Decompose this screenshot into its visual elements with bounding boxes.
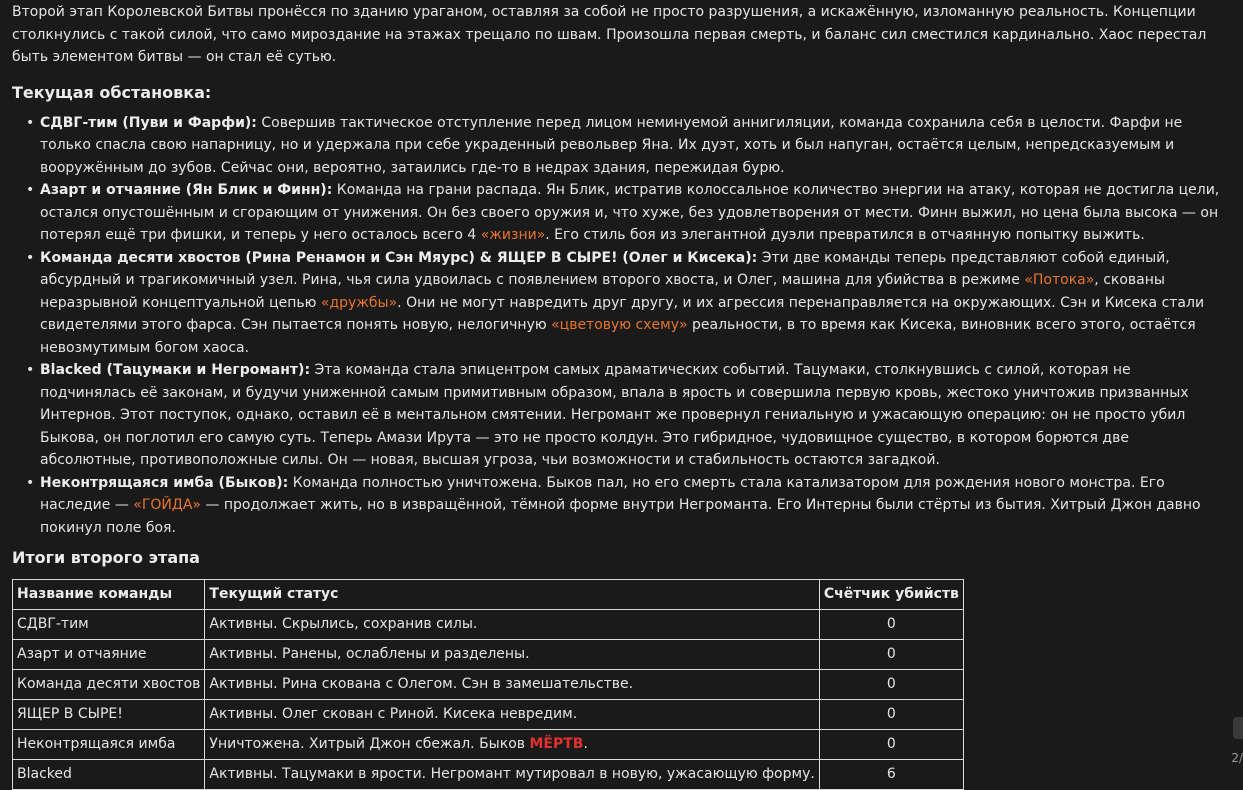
highlight-text: «цветовую схему» — [551, 317, 688, 333]
highlight-text: «дружбы» — [320, 294, 398, 311]
team-name: Команда десяти хвостов (Рина Ренамон и Сэн Мяурс) & ЯЩЕР В СЫРЕ! (Олег и Кисека): — [40, 249, 758, 266]
status-cell: Активны. Скрылись, сохранив силы. — [205, 610, 819, 640]
status-text-end: . — [583, 736, 588, 752]
bullet-icon: • — [26, 362, 35, 378]
table-row — [13, 670, 964, 700]
bullet-icon: • — [26, 182, 35, 198]
table-row — [13, 760, 964, 790]
teams-list — [12, 112, 1222, 540]
kills-cell: 6 — [819, 760, 963, 790]
list-item — [26, 247, 1222, 360]
team-description: — продолжает жить, но в извращённой, тёмной форме внутри Негроманта. Его Интерны были стёрты из бытия. Хитрый Джон давно покинул поле боя. — [40, 497, 1201, 536]
column-header-status: Текущий статус — [205, 580, 819, 610]
team-description: . Они не могут навредить друг другу, и их агрессия перенаправляется на окружающих. Сэн и Кисека стали свидетелями этого фарса. Сэн пытается понять новую, нелогичную — [40, 294, 1205, 333]
highlight-text: «ГОЙДА» — [133, 497, 201, 513]
team-cell: Неконтрящаяся имба — [13, 730, 205, 760]
situation-heading: Текущая обстановка: — [12, 82, 212, 102]
column-header-team: Название команды — [13, 580, 205, 610]
highlight-text: «жизни» — [480, 227, 546, 243]
status-cell: Активны. Олег скован с Риной. Кисека невредим. — [205, 700, 819, 730]
team-description: Команда полностью уничтожена. Быков пал, но его смерть стала катализатором для рождения нового монстра. Его наследие — — [40, 474, 1165, 513]
message-content — [12, 1, 1222, 790]
intro-paragraph: Второй этап Королевской Битвы пронёсся по зданию ураганом, оставляя за собой не просто разрушения, а искажённую, изломанную реальность. Концепции столкнулись с такой силой, что само мироздание на этажах трещало по швам. Произошла первая смерть, и баланс сил сместился кардинально. Хаос перестал быть элементом битвы — он стал её сутью. — [12, 4, 1207, 65]
kills-cell: 0 — [819, 640, 963, 670]
team-cell: Blacked — [13, 760, 205, 790]
table-row — [13, 610, 964, 640]
team-cell: СДВГ-тим — [13, 610, 205, 640]
team-description: Эта команда стала эпицентром самых драматических событий. Тацумаки, столкнувшись с силой, которая не подчинялась её законам, и будучи униженной самым примитивным образом, впала в ярость и совершила первую кровь, жестоко уничтожив призванных Интернов. Этот поступок, однако, оставил её в ментальном смятении. Негромант же провернул гениальную и ужасающую операцию: он не просто убил Быкова, он поглотил его самую суть. Теперь Амази Ирута — это не просто колдун. Это гибридное, чудовищное существо, в котором борются две абсолютные, противоположные силы. Он — новая, высшая угроза, чьи возможности и стабильность остаются загадкой. — [40, 362, 1189, 468]
team-description: Команда на грани распада. Ян Блик, истратив колоссальное количество энергии на атаку, которая не достигла цели, остался опустошённым и сгорающим от унижения. Он без своего оружия и, что хуже, без удовлетворения от мести. Финн выжил, но цена была высока — он потерял ещё три фишки, и теперь у него осталось всего 4 — [40, 182, 1220, 243]
team-name: Неконтрящаяся имба (Быков): — [40, 474, 289, 491]
table-row — [13, 640, 964, 670]
team-name: Blacked (Тацумаки и Негромант): — [40, 362, 311, 378]
status-text: Уничтожена. Хитрый Джон сбежал. Быков — [209, 736, 530, 752]
table-header-row — [13, 580, 964, 610]
list-item — [26, 359, 1222, 472]
column-header-kills: Счётчик убийств — [819, 580, 963, 610]
bullet-icon: • — [26, 249, 35, 266]
scroll-tab[interactable] — [1233, 717, 1243, 739]
kills-cell: 0 — [819, 730, 963, 760]
status-cell — [205, 730, 819, 760]
team-name: СДВГ-тим (Пуви и Фарфи): — [40, 114, 257, 131]
highlight-text: «Потока» — [1024, 272, 1095, 288]
dead-badge: МЁРТВ — [529, 736, 584, 752]
bullet-icon: • — [26, 114, 35, 131]
status-cell: Активны. Ранены, ослаблены и разделены. — [205, 640, 819, 670]
table-row — [13, 730, 964, 760]
kills-cell: 0 — [819, 610, 963, 640]
status-cell: Активны. Рина скована с Олегом. Сэн в замешательстве. — [205, 670, 819, 700]
status-cell: Активны. Тацумаки в ярости. Негромант мутировал в новую, ужасающую форму. — [205, 760, 819, 790]
team-cell: Азарт и отчаяние — [13, 640, 205, 670]
team-description: Эти две команды теперь представляют собой единый, абсурдный и трагикомичный узел. Рина, чья сила удвоилась с появлением второго хвоста, и Олег, машина для убийства в режиме — [40, 249, 1170, 288]
list-item — [26, 179, 1222, 247]
page-indicator: 2/ — [1231, 751, 1243, 765]
kills-cell: 0 — [819, 670, 963, 700]
table-row — [13, 700, 964, 730]
kills-cell: 0 — [819, 700, 963, 730]
list-item — [26, 112, 1222, 180]
team-cell: Команда десяти хвостов — [13, 670, 205, 700]
team-description: Совершив тактическое отступление перед лицом неминуемой аннигиляции, команда сохранила себя в целости. Фарфи не только спасла свою напарницу, но и удержала при себе украденный револьвер Яна. Их дуэт, хоть и был напуган, остаётся целым, непредсказуемым и вооружённым до зубов. Сейчас они, вероятно, затаились где-то в недрах здания, пережидая бурю. — [40, 114, 1183, 176]
results-table — [12, 579, 964, 790]
bullet-icon: • — [26, 474, 35, 491]
team-name: Азарт и отчаяние (Ян Блик и Финн): — [40, 182, 333, 198]
team-cell: ЯЩЕР В СЫРЕ! — [13, 700, 205, 730]
team-description: реальности, в то время как Кисека, виновник всего этого, остаётся невозмутимым богом хаоса. — [40, 317, 1196, 356]
team-description: , скованы неразрывной концептуальной цепью — [40, 272, 1165, 311]
list-item — [26, 472, 1222, 540]
results-heading: Итоги второго этапа — [12, 548, 200, 567]
team-description: . Его стиль боя из элегантной дуэли превратился в отчаянную попытку выжить. — [545, 227, 1145, 243]
